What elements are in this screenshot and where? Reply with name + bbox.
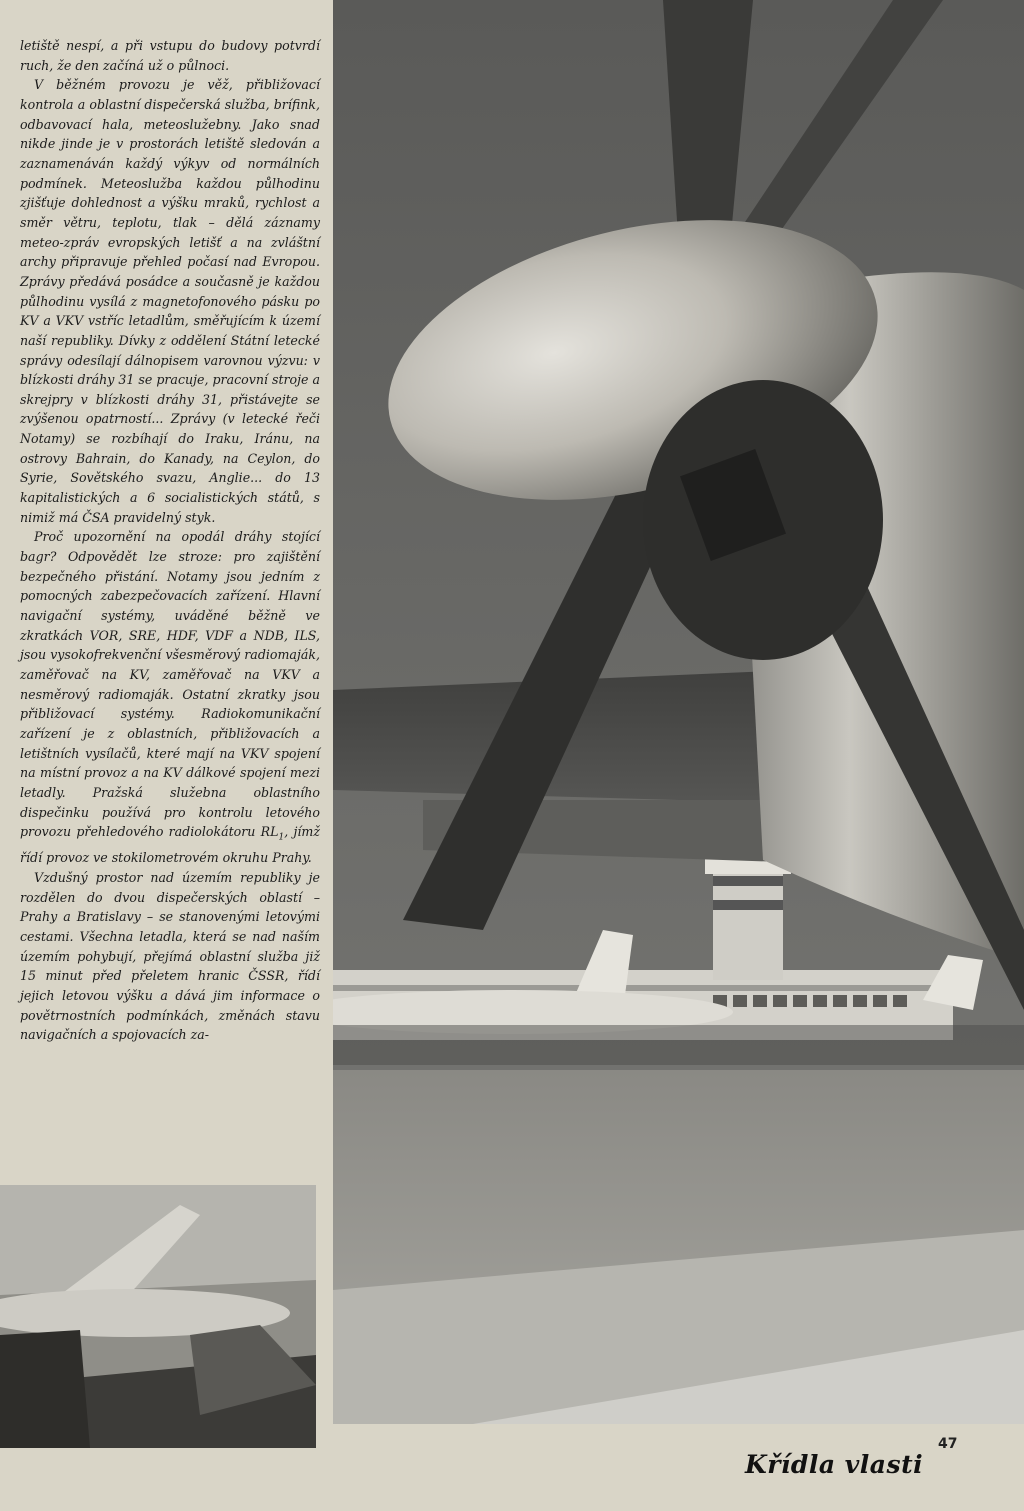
paragraph-3 <box>20 527 320 868</box>
article-column <box>20 36 320 1045</box>
paragraph-1: letiště nespí, a při vstupu do budovy potvrdí ruch, že den začíná už o půlnoci. <box>20 38 320 73</box>
rl-subscript: 1 <box>278 832 285 843</box>
paragraph-2: V běžném provozu je věž, přibližovací kontrola a oblastní dispečerská služba, brífink, odbavovací hala, meteoslužebny. Jako snad nikde jinde je v prostorách letiště sledován a zaznamenáván každý výkyv od normálních podmínek. Meteoslužba každou půlhodinu zjišťuje dohlednost a výšku mraků, rychlost a směr větru, teplotu, tlak – dělá záznamy meteo-zpráv evropských letišť a na zvláštní archy připravuje přehled počasí nad Evropou. Zprávy předává posádce a současně je každou půlhodinu vysílá z magnetofonového pásku po KV a VKV vstříc letadlům, směřujícím k území naší republiky. Dívky z oddělení Státní letecké správy odesílají dálnopisem varovnou výzvu: v blízkosti dráhy 31 se pracuje, pracovní stroje a skrejpry v blízkosti dráhy 31, přistávejte se zvýšenou opatrností... Zprávy (v letecké řeči Notamy) se rozbíhají do Iraku, Iránu, na ostrovy Bahrain, do Kanady, na Ceylon, do Syrie, Sovětského svazu, Anglie... do 13 kapitalistických a 6 socialistických států, s nimiž má ČSA pravidelný styk. <box>20 77 320 525</box>
paragraph-4: Vzdušný prostor nad územím republiky je rozdělen do dvou dispečerských oblastí – Prahy a Bratislavy – se stanovenými letovými cestami. Všechna letadla, která se nad naším územím pohybují, přejímá oblastní služba již 15 minut před přeletem hranic ČSSR, řídí jejich letovou výšku a dává jim informace o povětrnostních podmínkách, změnách stavu navigačních a spojovacích za- <box>20 870 320 1043</box>
paragraph-3-text: Proč upozornění na opodál dráhy stojící bagr? Odpovědět lze stroze: pro zajištění bezpečného přistání. Notamy jsou jedním z pomocných zabezpečovacích zařízení. Hlavní navigační systémy, uváděné běžně ve zkratkách VOR, SRE, HDF, VDF a NDB, ILS, jsou vysokofrekvenční všesměrový radiomaják, zaměřovač na KV, zaměřovač na VKV a nesměrový radiomaják. Ostatní zkratky jsou přibližovací systémy. Radiokomunikační zařízení je z oblastních, přibližovacích a letištních vysílačů, které mají na VKV spojení na místní provoz a na KV dálkové spojení mezi letadly. Pražská služebna oblastního dispečinku používá pro kontrolu letového provozu přehledového radiolokátoru RL <box>20 529 320 840</box>
propeller-photo <box>333 0 1024 1424</box>
magazine-logo: Křídla vlasti <box>745 1450 924 1479</box>
paragraph-3-tail: , jímž řídí provoz ve stokilometrovém okruhu Prahy. <box>20 824 320 866</box>
airport-apron-photo <box>0 1185 316 1448</box>
page-number: 47 <box>938 1436 958 1452</box>
